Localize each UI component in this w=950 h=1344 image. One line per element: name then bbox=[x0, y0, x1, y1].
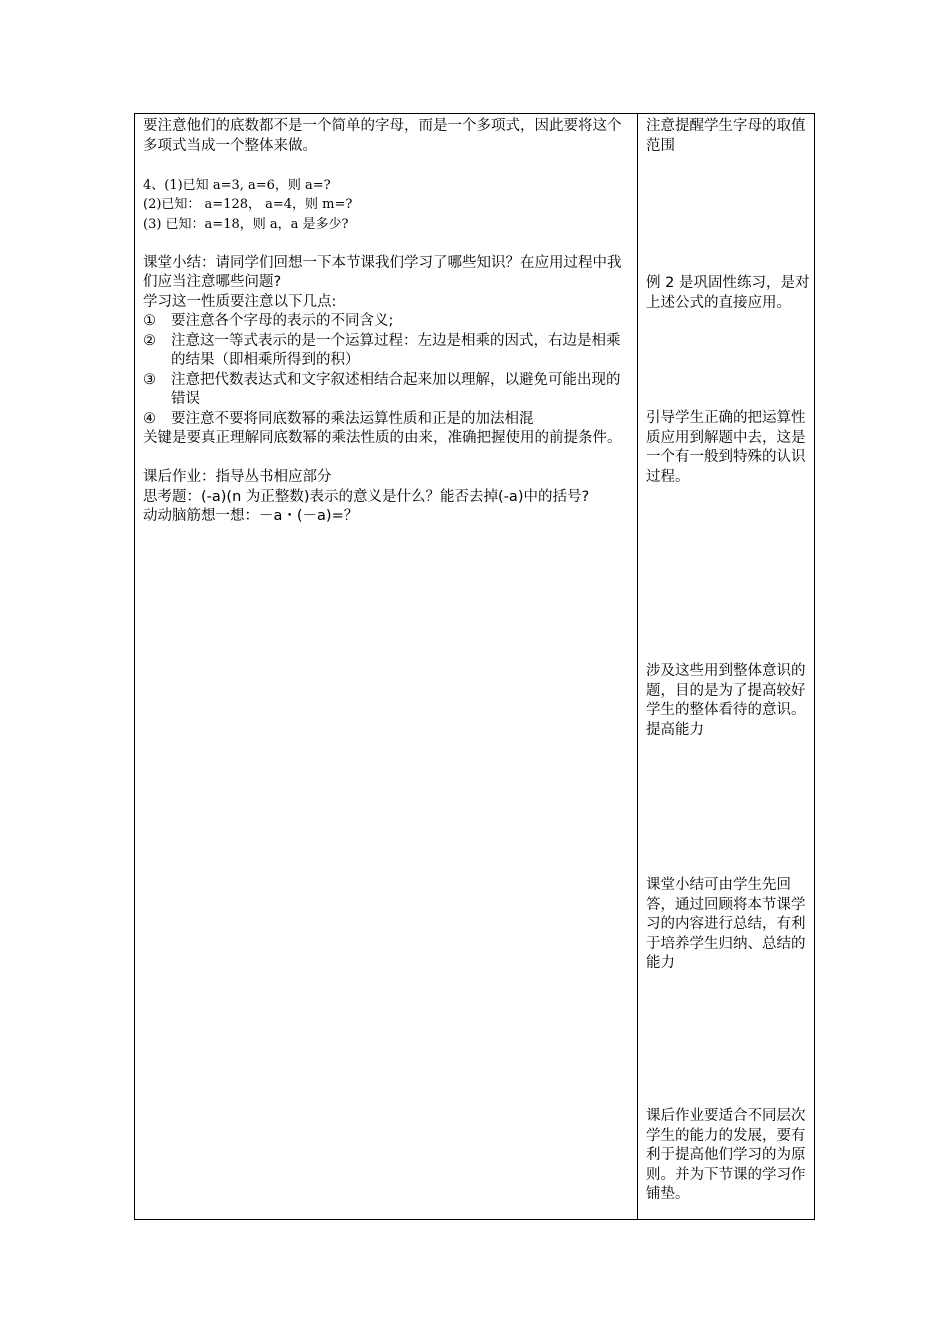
note-3: 引导学生正确的把运算性质应用到解题中去，这是一个有一般到特殊的认识过程。 bbox=[646, 410, 806, 485]
key-point: 关键是要真正理解同底数幂的乘法性质的由来，准确把握使用的前提条件。 bbox=[143, 430, 622, 446]
point-number: ② bbox=[143, 332, 156, 349]
brain-teaser: 动动脑筋想一想：－a・(－a)=？ bbox=[143, 508, 359, 524]
note-1: 注意提醒学生字母的取值范围 bbox=[646, 118, 806, 154]
homework: 课后作业：指导丛书相应部分 bbox=[143, 469, 332, 485]
summary-lead: 学习这一性质要注意以下几点: bbox=[143, 293, 337, 310]
summary-point-2 bbox=[143, 332, 631, 371]
thinking-question: 思考题：(-a)(n 为正整数)表示的意义是什么？能否去掉(-a)中的括号? bbox=[143, 488, 590, 505]
note-4: 涉及这些用到整体意识的题，目的是为了提高较好学生的整体看待的意识。提高能力 bbox=[646, 663, 806, 738]
summary-intro: 课堂小结：请同学们回想一下本节课我们学习了哪些知识？在应用过程中我们应当注意哪些问题? bbox=[143, 254, 622, 290]
note-2: 例 2 是巩固性练习，是对上述公式的直接应用。 bbox=[646, 275, 810, 311]
point-text: 要注意不要将同底数幂的乘法运算性质和正是的加法相混 bbox=[171, 410, 534, 427]
note-6: 课后作业要适合不同层次学生的能力的发展，要有利于提高他们学习的为原则。并为下节课的学习作铺垫。 bbox=[646, 1108, 806, 1202]
point-number: ④ bbox=[143, 410, 156, 427]
point-number: ① bbox=[143, 313, 156, 329]
lesson-table bbox=[134, 113, 815, 1220]
column-divider bbox=[637, 114, 638, 1219]
main-content-column bbox=[143, 117, 631, 527]
exercise-4-q3: (3) 已知：a=18，则 a，a 是多少? bbox=[143, 216, 349, 232]
point-number: ③ bbox=[143, 371, 156, 388]
point-text: 注意这一等式表示的是一个运算过程：左边是相乘的因式，右边是相乘的结果（即相乘所得到的积） bbox=[171, 332, 621, 368]
summary-point-3 bbox=[143, 371, 631, 410]
intro-paragraph: 要注意他们的底数都不是一个简单的字母，而是一个多项式，因此要将这个多项式当成一个整体来做。 bbox=[143, 118, 622, 154]
exercise-4-q1: 4、(1)已知 a=3, a=6，则 a=? bbox=[143, 177, 331, 193]
summary-point-4 bbox=[143, 410, 631, 430]
point-text: 注意把代数表达式和文字叙述相结合起来加以理解，以避免可能出现的错误 bbox=[171, 371, 621, 407]
exercise-4-q2: (2)已知： a=128， a=4，则 m=? bbox=[143, 197, 353, 212]
point-text: 要注意各个字母的表示的不同含义; bbox=[171, 313, 394, 329]
note-5: 课堂小结可由学生先回答，通过回顾将本节课学习的内容进行总结，有利于培养学生归纳、总结的能力 bbox=[646, 877, 806, 971]
summary-point-1 bbox=[143, 312, 631, 332]
